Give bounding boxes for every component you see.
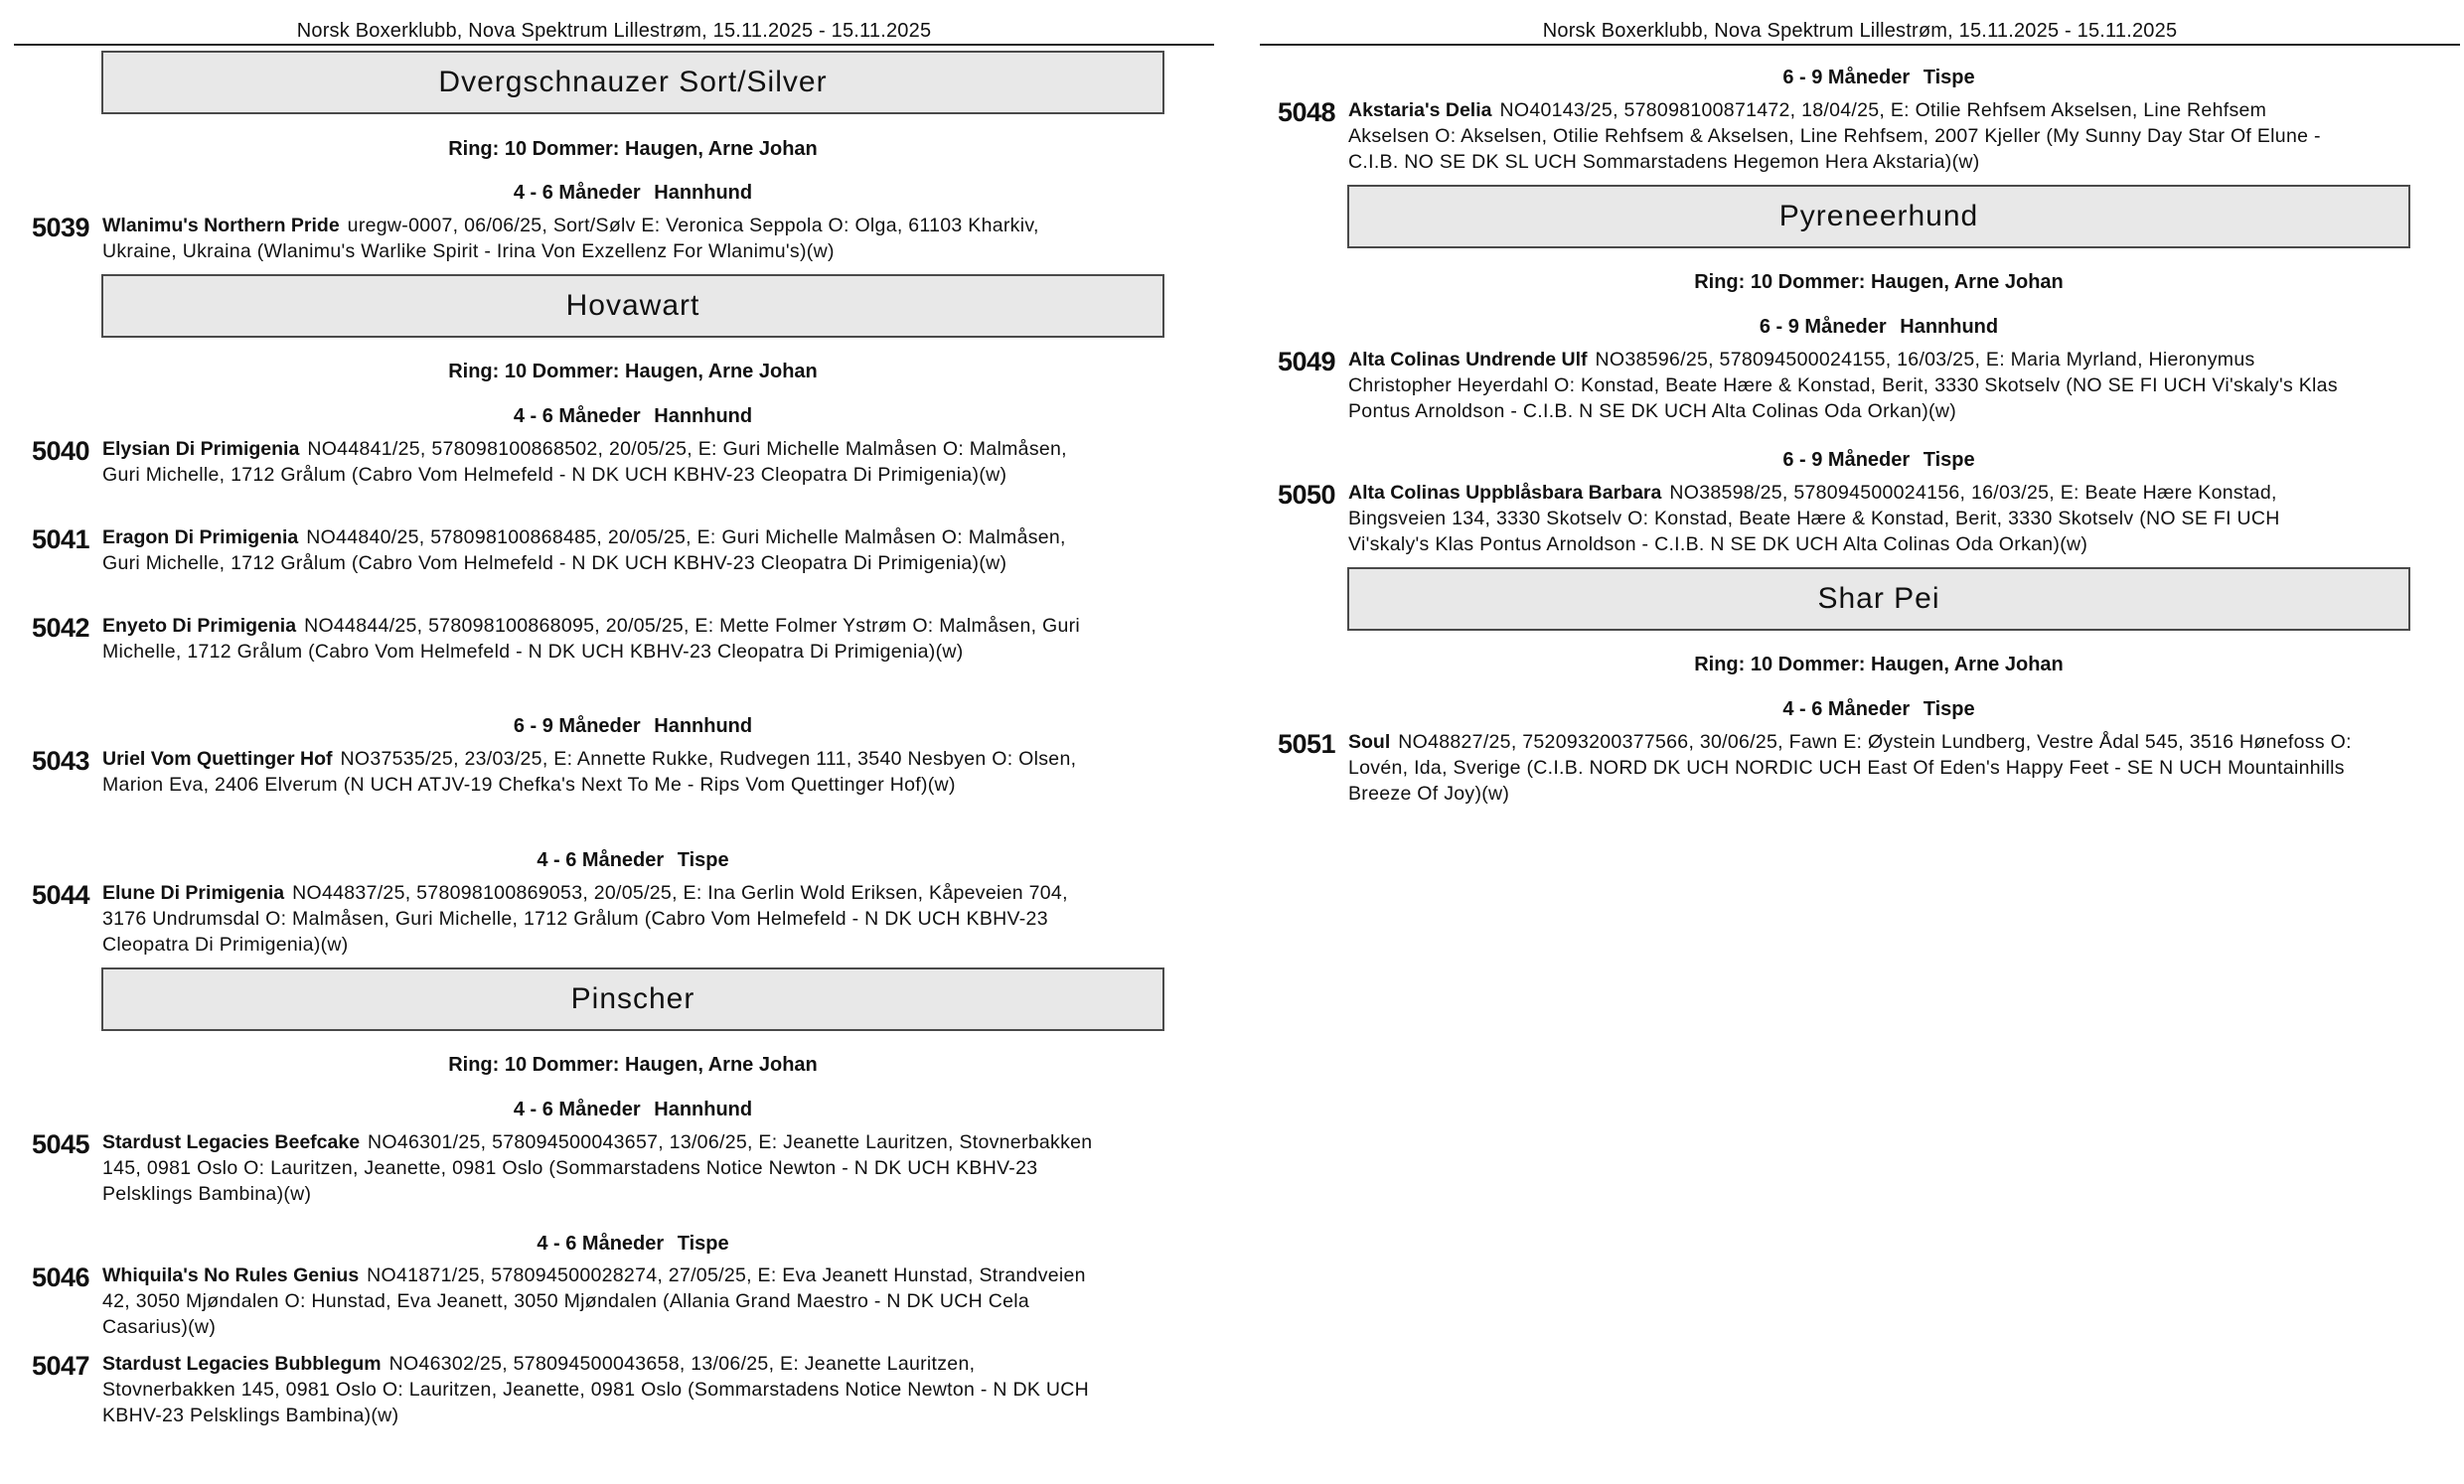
- catalog-page-left: [14, 0, 1214, 1484]
- class-sex: Tispe: [1923, 67, 1975, 88]
- dog-name: Akstaria's Delia: [1348, 99, 1492, 121]
- class-sex: Hannhund: [654, 405, 753, 427]
- class-sex: Hannhund: [654, 715, 753, 737]
- class-heading: [101, 713, 1164, 739]
- dog-name: Alta Colinas Uppblåsbara Barbara: [1348, 482, 1662, 504]
- breed-heading: Pyreneerhund: [1347, 185, 2410, 248]
- breed-heading: Shar Pei: [1347, 567, 2410, 631]
- entry-line: Casarius)(w): [102, 1316, 217, 1338]
- entry-details: [102, 746, 1195, 798]
- header-divider: [1260, 44, 2460, 46]
- entry-number: 5041: [32, 524, 90, 554]
- entry-number: 5044: [32, 880, 90, 910]
- entry-line: Pelsklings Bambina)(w): [102, 1183, 312, 1205]
- entry-line: NO44840/25, 578098100868485, 20/05/25, E: Guri Michelle Malmåsen O: Malmåsen,: [306, 526, 1066, 548]
- entry-line: KBHV-23 Pelsklings Bambina)(w): [102, 1405, 399, 1426]
- class-sex: Tispe: [1923, 449, 1975, 471]
- entry-line: Vi'skaly's Klas Pontus Arnoldson - C.I.B. N SE DK UCH Alta Colinas Oda Orkan)(w): [1348, 533, 2088, 555]
- entry-line: Cleopatra Di Primigenia)(w): [102, 934, 349, 956]
- entry-details: [102, 1351, 1195, 1428]
- breed-heading: Pinscher: [101, 967, 1164, 1031]
- class-heading: [101, 403, 1164, 429]
- entry-details: [102, 524, 1195, 576]
- dog-name: Alta Colinas Undrende Ulf: [1348, 349, 1588, 371]
- class-age: 6 - 9 Måneder: [513, 715, 641, 737]
- ring-judge-line: Ring: 10 Dommer: Haugen, Arne Johan: [1694, 654, 2064, 675]
- entry-details: [102, 613, 1195, 665]
- entry-line: NO37535/25, 23/03/25, E: Annette Rukke, Rudvegen 111, 3540 Nesbyen O: Olsen,: [340, 748, 1077, 770]
- entry-line: Christopher Heyerdahl O: Konstad, Beate Hære & Konstad, Berit, 3330 Skotselv (NO SE FI UCH Vi'skaly's Klas: [1348, 374, 2338, 396]
- entry-line: NO44844/25, 578098100868095, 20/05/25, E: Mette Folmer Ystrøm O: Malmåsen, Guri: [304, 615, 1081, 637]
- entry-number: 5039: [32, 213, 90, 242]
- class-heading: [101, 180, 1164, 206]
- breed-heading: Dvergschnauzer Sort/Silver: [101, 51, 1164, 114]
- dog-name: Stardust Legacies Bubblegum: [102, 1353, 382, 1375]
- entry-line: NO46301/25, 578094500043657, 13/06/25, E: Jeanette Lauritzen, Stovnerbakken: [368, 1131, 1093, 1153]
- entry-line: NO46302/25, 578094500043658, 13/06/25, E: Jeanette Lauritzen,: [388, 1353, 976, 1375]
- class-age: 6 - 9 Måneder: [1782, 67, 1911, 88]
- entry-line: NO48827/25, 752093200377566, 30/06/25, Fawn E: Øystein Lundberg, Vestre Ådal 545, 3516 Hønefoss O:: [1398, 731, 2352, 753]
- entry-line: NO41871/25, 578094500028274, 27/05/25, E: Eva Jeanett Hunstad, Strandveien: [367, 1264, 1086, 1286]
- entry-line: Ukraine, Ukraina (Wlanimu's Warlike Spirit - Irina Von Exzellenz For Wlanimu's)(w): [102, 240, 835, 262]
- class-age: 4 - 6 Måneder: [537, 849, 665, 871]
- entry-line: NO44837/25, 578098100869053, 20/05/25, E: Ina Gerlin Wold Eriksen, Kåpeveien 704,: [292, 882, 1068, 904]
- class-age: 4 - 6 Måneder: [513, 182, 641, 204]
- dog-name: Whiquila's No Rules Genius: [102, 1264, 360, 1286]
- class-heading: [101, 1097, 1164, 1122]
- entry-number: 5042: [32, 613, 90, 643]
- class-age: 6 - 9 Måneder: [1782, 449, 1911, 471]
- entry-line: Marion Eva, 2406 Elverum (N UCH ATJV-19 Chefka's Next To Me - Rips Vom Quettinger Hof)(w): [102, 774, 956, 796]
- class-sex: Hannhund: [654, 182, 753, 204]
- entry-line: NO40143/25, 578098100871472, 18/04/25, E: Otilie Rehfsem Akselsen, Line Rehfsem: [1499, 99, 2267, 121]
- breed-heading: Hovawart: [101, 274, 1164, 338]
- dog-name: Wlanimu's Northern Pride: [102, 215, 340, 236]
- class-age: 6 - 9 Måneder: [1759, 316, 1887, 338]
- entry-details: [1348, 97, 2441, 175]
- entry-line: Lovén, Ida, Sverige (C.I.B. NORD DK UCH NORDIC UCH East Of Eden's Happy Feet - SE N UCH Mountainhills: [1348, 757, 2345, 779]
- entry-number: 5050: [1278, 480, 1336, 510]
- entry-details: [102, 1262, 1195, 1340]
- ring-judge-line: Ring: 10 Dommer: Haugen, Arne Johan: [1694, 271, 2064, 293]
- entry-number: 5047: [32, 1351, 90, 1381]
- entry-line: Guri Michelle, 1712 Grålum (Cabro Vom Helmefeld - N DK UCH KBHV-23 Cleopatra Di Primigenia)(w): [102, 552, 1007, 574]
- class-heading: [1347, 696, 2410, 722]
- entry-details: [102, 436, 1195, 488]
- entry-line: uregw-0007, 06/06/25, Sort/Sølv E: Veronica Seppola O: Olga, 61103 Kharkiv,: [347, 215, 1039, 236]
- entry-line: Pontus Arnoldson - C.I.B. N SE DK UCH Alta Colinas Oda Orkan)(w): [1348, 400, 1956, 422]
- entry-details: [102, 880, 1195, 958]
- class-sex: Hannhund: [1900, 316, 1999, 338]
- dog-name: Soul: [1348, 731, 1391, 753]
- entry-line: 145, 0981 Oslo O: Lauritzen, Jeanette, 0981 Oslo (Sommarstadens Notice Newton - N DK UCH KBHV-23: [102, 1157, 1038, 1179]
- entry-details: [1348, 729, 2441, 807]
- class-heading: [101, 847, 1164, 873]
- entry-line: 3176 Undrumsdal O: Malmåsen, Guri Michelle, 1712 Grålum (Cabro Vom Helmefeld - N DK UCH KBHV-23: [102, 908, 1048, 930]
- entry-line: Michelle, 1712 Grålum (Cabro Vom Helmefeld - N DK UCH KBHV-23 Cleopatra Di Primigenia)(w): [102, 641, 964, 663]
- class-sex: Hannhund: [654, 1099, 753, 1120]
- dog-name: Uriel Vom Quettinger Hof: [102, 748, 333, 770]
- entry-number: 5043: [32, 746, 90, 776]
- entry-number: 5046: [32, 1262, 90, 1292]
- dog-name: Stardust Legacies Beefcake: [102, 1131, 361, 1153]
- class-sex: Tispe: [677, 1233, 729, 1255]
- entry-details: [1348, 480, 2441, 557]
- entry-number: 5049: [1278, 347, 1336, 376]
- entry-number: 5051: [1278, 729, 1336, 759]
- entry-details: [102, 213, 1195, 264]
- entry-line: 42, 3050 Mjøndalen O: Hunstad, Eva Jeanett, 3050 Mjøndalen (Allania Grand Maestro - N DK UCH Cela: [102, 1290, 1030, 1312]
- class-age: 4 - 6 Måneder: [513, 405, 641, 427]
- ring-judge-line: Ring: 10 Dommer: Haugen, Arne Johan: [448, 138, 818, 160]
- entry-line: Stovnerbakken 145, 0981 Oslo O: Lauritzen, Jeanette, 0981 Oslo (Sommarstadens Notice Newton - N DK UCH: [102, 1379, 1090, 1401]
- dog-name: Enyeto Di Primigenia: [102, 615, 297, 637]
- class-sex: Tispe: [677, 849, 729, 871]
- dog-name: Elysian Di Primigenia: [102, 438, 300, 460]
- entry-line: Guri Michelle, 1712 Grålum (Cabro Vom Helmefeld - N DK UCH KBHV-23 Cleopatra Di Primigenia)(w): [102, 464, 1007, 486]
- entry-line: Akselsen O: Akselsen, Otilie Rehfsem & Akselsen, Line Rehfsem, 2007 Kjeller (My Sunny Day Star Of Elune -: [1348, 125, 2321, 147]
- class-heading: [1347, 314, 2410, 340]
- entry-line: NO44841/25, 578098100868502, 20/05/25, E: Guri Michelle Malmåsen O: Malmåsen,: [307, 438, 1067, 460]
- class-heading: [101, 1231, 1164, 1257]
- class-heading: [1347, 447, 2410, 473]
- dog-name: Eragon Di Primigenia: [102, 526, 299, 548]
- entry-line: NO38598/25, 578094500024156, 16/03/25, E: Beate Hære Konstad,: [1669, 482, 2277, 504]
- entry-number: 5045: [32, 1129, 90, 1159]
- page-header: Norsk Boxerklubb, Nova Spektrum Lillestrøm, 15.11.2025 - 15.11.2025: [296, 20, 932, 42]
- ring-judge-line: Ring: 10 Dommer: Haugen, Arne Johan: [448, 1054, 818, 1076]
- dog-name: Elune Di Primigenia: [102, 882, 285, 904]
- ring-judge-line: Ring: 10 Dommer: Haugen, Arne Johan: [448, 361, 818, 382]
- entry-details: [1348, 347, 2441, 424]
- entry-line: NO38596/25, 578094500024155, 16/03/25, E: Maria Myrland, Hieronymus: [1595, 349, 2255, 371]
- class-sex: Tispe: [1923, 698, 1975, 720]
- entry-details: [102, 1129, 1195, 1207]
- entry-number: 5048: [1278, 97, 1336, 127]
- entry-line: C.I.B. NO SE DK SL UCH Sommarstadens Hegemon Hera Akstaria)(w): [1348, 151, 1980, 173]
- entry-line: Breeze Of Joy)(w): [1348, 783, 1510, 805]
- page-header: Norsk Boxerklubb, Nova Spektrum Lillestrøm, 15.11.2025 - 15.11.2025: [1542, 20, 2178, 42]
- class-heading: [1347, 65, 2410, 90]
- header-divider: [14, 44, 1214, 46]
- class-age: 4 - 6 Måneder: [537, 1233, 665, 1255]
- catalog-page-right: [1260, 0, 2460, 1484]
- class-age: 4 - 6 Måneder: [1782, 698, 1911, 720]
- entry-line: Bingsveien 134, 3330 Skotselv O: Konstad, Beate Hære & Konstad, Berit, 3330 Skotselv (NO SE FI UCH: [1348, 508, 2280, 529]
- entry-number: 5040: [32, 436, 90, 466]
- class-age: 4 - 6 Måneder: [513, 1099, 641, 1120]
